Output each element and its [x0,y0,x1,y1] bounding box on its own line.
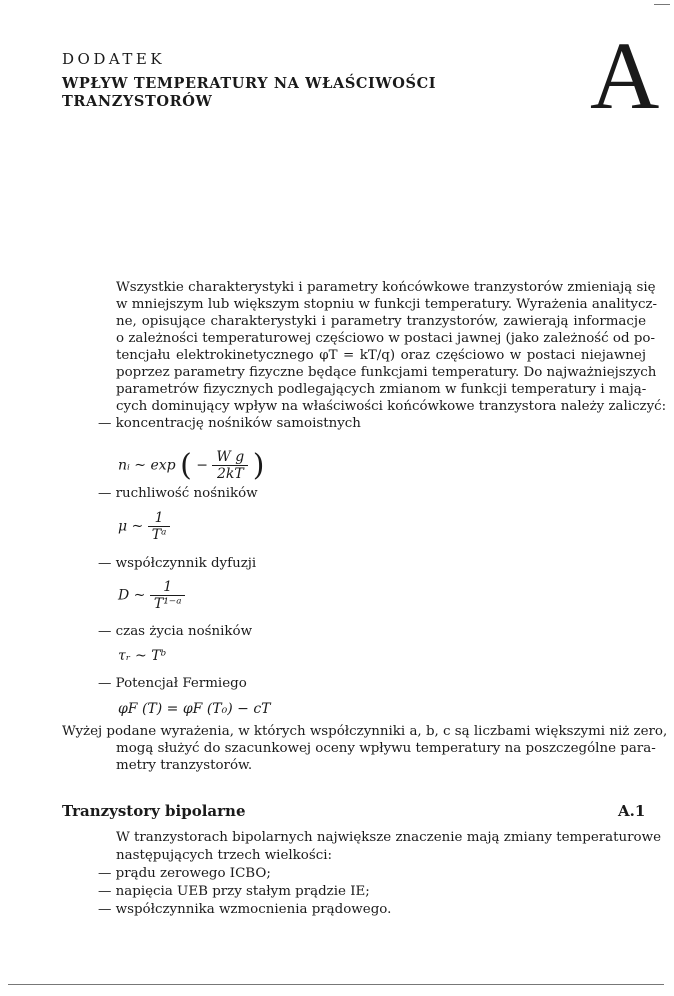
formula-denominator: T¹⁻ᵃ [153,596,182,612]
list-item: — współczynnik dyfuzji [98,556,257,571]
list-item: — koncentrację nośników samoistnych [98,416,361,431]
formula-lhs: D ~ [118,587,146,604]
section-line: W tranzystorach bipolarnych największe znaczenie mają zmiany temperaturowe [116,830,661,845]
appendix-letter: A [590,22,660,129]
after-line: mogą służyć do szacunkowej oceny wpływu temperatury na poszczególne para- [116,741,656,756]
list-item: — ruchliwość nośników [98,486,258,501]
formula-numerator: 1 [148,510,171,527]
bottom-rule [8,984,664,985]
formula-lhs: μ ~ [118,518,144,535]
intro-line: o zależności temperaturowej częściowo w postaci jawnej (jako zależność od po- [116,331,655,346]
formula-fermi: φF (T) = φF (T₀) − cT [118,701,271,717]
formula-numerator: W g [212,449,248,466]
intro-line: ne, opisujące charakterystyki i parametry tranzystorów, zawierają informacje [116,314,646,329]
formula-lifetime: τᵣ ~ Tᵇ [118,648,167,664]
list-item: — Potencjał Fermiego [98,676,247,691]
list-item: — czas życia nośników [98,624,253,639]
intro-paragraph [116,280,667,420]
formula-numerator: 1 [150,579,186,596]
chapter-title-line2: TRANZYSTORÓW [62,93,213,110]
section-list-item: — prądu zerowego ICBO; [98,866,271,881]
formula-lhs: nᵢ ~ exp [118,457,176,474]
intro-line: Wszystkie charakterystyki i parametry końcówkowe tranzystorów zmieniają się [116,280,656,295]
section-list-item: — napięcia UEB przy stałym prądzie IE; [98,884,370,899]
appendix-kicker: DODATEK [62,50,166,68]
formula-denominator: Tᵃ [151,527,167,543]
section-line: następujących trzech wielkości: [116,848,332,863]
formula-denominator: 2kT [216,466,244,482]
formula-intrinsic-concentration: nᵢ ~ exp ( − $\frac{\text{W g}}{2kT}$ ) [118,448,265,483]
intro-line: w mniejszym lub większym stopniu w funkcji temperatury. Wyrażenia analitycz- [116,297,658,312]
intro-line: tencjału elektrokinetycznego φT = kT/q) oraz częściowo w postaci niejawnej [116,348,646,363]
section-title: Tranzystory bipolarne [62,802,246,820]
intro-line: cych dominujący wpływ na właściwości końcówkowe tranzystora należy zaliczyć: [116,399,667,414]
chapter-title-line1: WPŁYW TEMPERATURY NA WŁAŚCIWOŚCI [62,75,437,92]
after-line: Wyżej podane wyrażenia, w których współczynniki a, b, c są liczbami większymi niż zero, [62,724,668,739]
section-number: A.1 [618,802,646,820]
corner-mark [654,4,670,5]
after-line: metry tranzystorów. [116,758,253,773]
formula-diffusion [118,579,185,612]
intro-line: poprzez parametry fizyczne będące funkcjami temperatury. Do najważniejszych [116,365,657,380]
section-list-item: — współczynnika wzmocnienia prądowego. [98,902,392,917]
formula-mobility [118,510,170,543]
intro-line: parametrów fizycznych podlegających zmianom w funkcji temperatury i mają- [116,382,647,397]
